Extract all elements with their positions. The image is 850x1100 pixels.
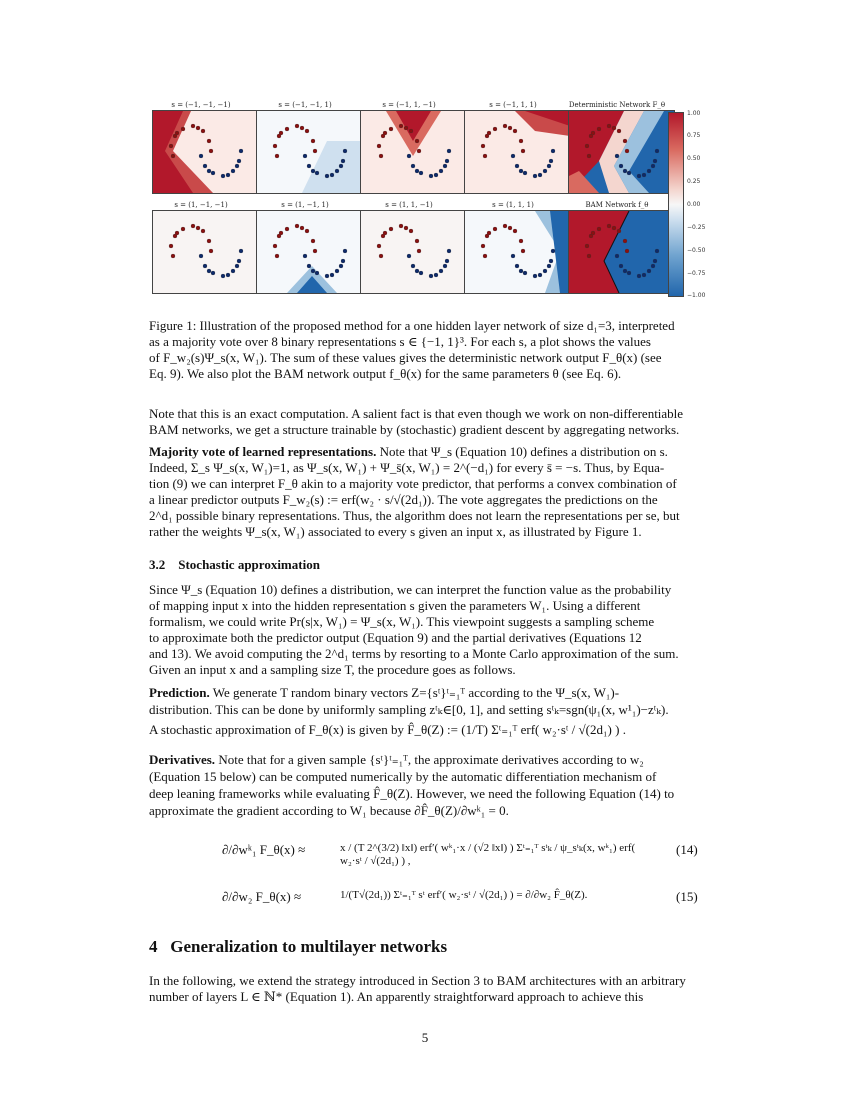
panel-title: s = (−1, −1, 1): [278, 101, 332, 109]
colorbar-tick: −0.75: [687, 270, 706, 277]
equation-lhs: ∂/∂w₂ F_θ(x) ≈: [222, 889, 302, 904]
equation-rhs: 1/(T√(2d₁)) Σᵗ₌₁ᵀ sᵗ erf′( w₂·sᵗ / √(2d₁) ) = ∂/∂w₂ F̂_θ(Z).: [340, 889, 588, 901]
paragraph-prediction: [149, 684, 701, 738]
plot-panel: [360, 210, 467, 294]
paragraph-heading: Derivatives.: [149, 752, 216, 767]
text-line: a linear predictor outputs F_w₂(s) := erf(w₂ · s/√(2d₁)). The vote aggregates the predictions on the: [149, 492, 658, 507]
caption-line: Eq. 9). We also plot the BAM network output f_θ(x) for the same parameters θ (see Eq. 6).: [149, 366, 622, 381]
colorbar-tick: −0.25: [687, 224, 706, 231]
text-line: and 13). We avoid computing the 2^d₁ terms by resorting to a Monte Carlo approximation of the sum.: [149, 646, 679, 661]
text-line: 2^d₁ possible binary representations. Thus, the algorithm does not learn the representations per se, but: [149, 508, 680, 523]
colorbar-tick: 0.50: [687, 155, 701, 162]
colorbar-tick: 0.00: [687, 201, 701, 208]
caption-line: of F_w₂(s)Ψ_s(x, W₁). The sum of these values gives the deterministic network output F_θ(x) (see: [149, 350, 662, 365]
section-heading: [149, 937, 447, 957]
text-span: We generate T random binary vectors Z={sᵗ}ᵗ₌₁ᵀ according to the Ψ_s(x, W₁)-: [212, 685, 620, 700]
text-line: [149, 444, 701, 460]
text-span: Note that Ψ_s (Equation 10) defines a distribution on s.: [379, 444, 668, 459]
colorbar-tick: 1.00: [687, 110, 701, 117]
paragraph-section4: [149, 973, 701, 1005]
text-line: formalism, we could write Pr(s|x, W₁) = Ψ_s(x, W₁). This viewpoint suggests a sampling scheme: [149, 614, 655, 629]
plot-panel: [152, 210, 259, 294]
section-title: Generalization to multilayer networks: [170, 937, 448, 956]
paragraph-heading: Prediction.: [149, 685, 210, 700]
page-number: 5: [421, 1030, 429, 1045]
panel-title: s = (1, 1, 1): [492, 201, 534, 209]
colorbar-tick: −1.00: [687, 292, 706, 299]
panel-title: Deterministic Network F_θ: [568, 101, 666, 109]
plot-panel: [464, 110, 571, 194]
text-line: Note that this is an exact computation. A salient fact is that even though we work on non-differentiable: [149, 406, 684, 421]
colorbar: [668, 112, 684, 297]
panel-title: s = (−1, 1, −1): [382, 101, 436, 109]
text-line: of mapping input x into the hidden representation s given the parameters W₁. Using a different: [149, 598, 641, 613]
paragraph-heading: Majority vote of learned representations.: [149, 444, 377, 459]
plot-panel: [152, 110, 259, 194]
section-number: 3.2: [149, 557, 166, 572]
section-number: 4: [149, 937, 158, 956]
text-line: number of layers L ∈ ℕ* (Equation 1). An apparently straightforward approach to achieve this: [149, 989, 644, 1004]
text-line: Indeed, Σ_s Ψ_s(x, W₁)=1, as Ψ_s(x, W₁) + Ψ_s̄(x, W₁) = 2^(−d₁) for every s̄ = −s. Thus, by Equa-: [149, 460, 665, 475]
panel-title: BAM Network f_θ: [585, 201, 649, 209]
paragraph-stochastic: [149, 582, 701, 678]
plot-panel: [256, 110, 363, 194]
panel-title: s = (−1, −1, −1): [171, 101, 231, 109]
text-span: Note that for a given sample {sᵗ}ᵗ₌₁ᵀ, the approximate derivatives according to w₂: [218, 752, 644, 767]
plot-panel-bam: [568, 210, 675, 294]
panel-title: s = (−1, 1, 1): [489, 101, 537, 109]
figure-caption: [149, 318, 701, 382]
text-line: Since Ψ_s (Equation 10) defines a distribution, we can interpret the function value as the probability: [149, 582, 672, 597]
section-title: Stochastic approximation: [178, 557, 320, 572]
caption-line: as a majority vote over 8 binary representations s ∈ {−1, 1}³. For each s, a plot shows the values: [149, 334, 651, 349]
section-heading: [149, 557, 320, 573]
text-line: tion (9) we can interpret F_θ akin to a majority vote predictor, that performs a convex combination of: [149, 476, 677, 491]
text-line: In the following, we extend the strategy introduced in Section 3 to BAM architectures with an arbitrary: [149, 973, 686, 988]
paragraph-derivatives: [149, 751, 701, 819]
text-line: rather the weights Ψ_s(x, W₁) associated to every s given an input x, as illustrated by Figure 1.: [149, 524, 642, 539]
equation-number: (14): [676, 842, 698, 857]
text-line: [149, 684, 701, 701]
text-line: Given an input x and a sampling size T, the procedure goes as follows.: [149, 662, 516, 677]
text-line: [149, 751, 701, 768]
equation-number: (15): [676, 889, 698, 904]
text-line: A stochastic approximation of F_θ(x) is given by F̂_θ(Z) := (1/T) Σᵗ₌₁ᵀ erf( w₂·sᵗ / √(2d₁) ) .: [149, 722, 626, 737]
plot-panel: [360, 110, 467, 194]
plot-panel: [464, 210, 571, 294]
equation-rhs: x / (T 2^(3/2) ‖x‖) erf′( wᵏ₁·x / (√2 ‖x‖) ) Σᵗ₌₁ᵀ sᵗₖ / ψ_sᵗₖ(x, wᵏ₁) erf( w₂·sᵗ / √(2d₁) ) ,: [340, 842, 636, 867]
paragraph-majority-vote: [149, 444, 701, 540]
colorbar-tick: 0.25: [687, 178, 701, 185]
text-line: BAM networks, we get a structure trainable by (stochastic) gradient descent by aggregating networks.: [149, 422, 680, 437]
plot-panel: [256, 210, 363, 294]
plot-panel-deterministic: [568, 110, 675, 194]
panel-title: s = (1, −1, −1): [174, 201, 228, 209]
panel-title: s = (1, −1, 1): [281, 201, 329, 209]
caption-line: Figure 1: Illustration of the proposed method for a one hidden layer network of size d₁=3, interpreted: [149, 318, 675, 333]
colorbar-tick: 0.75: [687, 132, 701, 139]
paragraph: [149, 406, 701, 438]
text-line: approximate the gradient according to W₁ because ∂F̂_θ(Z)/∂wᵏ₁ = 0.: [149, 803, 509, 818]
text-line: distribution. This can be done by uniformly sampling zᵗₖ∈[0, 1], and setting sᵗₖ=sgn(ψ₁(x, w¹₁)−zᵗₖ).: [149, 702, 669, 717]
text-line: (Equation 15 below) can be computed numerically by the automatic differentiation mechanism of: [149, 769, 657, 784]
colorbar-tick: −0.50: [687, 247, 706, 254]
text-line: deep leaning frameworks while evaluating F̂_θ(Z). However, we need the following Equation (14) to: [149, 786, 675, 801]
text-line: to approximate both the predictor output (Equation 9) and the partial derivatives (Equations 12: [149, 630, 642, 645]
equation-lhs: ∂/∂wᵏ₁ F_θ(x) ≈: [222, 842, 306, 857]
panel-title: s = (1, 1, −1): [385, 201, 433, 209]
